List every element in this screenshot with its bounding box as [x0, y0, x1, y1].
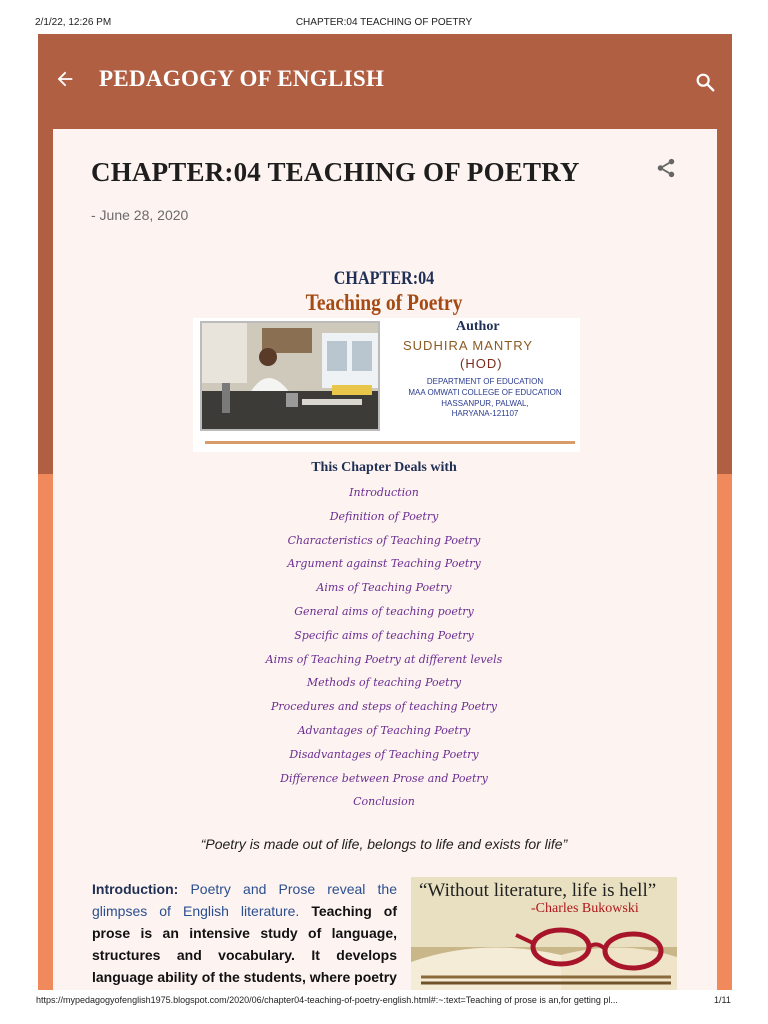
dept-line: HASSANPUR, PALWAL, — [441, 399, 529, 408]
print-url: https://mypedagogyofenglish1975.blogspot.com/2020/06/chapter04-teaching-of-poetry-english.html#:~:text=Teaching of prose is an,for getting pl... — [36, 995, 618, 1005]
chapter-name: Teaching of Poetry — [305, 290, 463, 315]
print-header — [0, 0, 768, 34]
author-photo — [200, 321, 380, 431]
toc-item[interactable]: Specific aims of teaching Poetry — [294, 628, 474, 642]
toc-item[interactable]: Disadvantages of Teaching Poetry — [289, 747, 479, 761]
toc-item[interactable]: Introduction — [349, 486, 419, 499]
dept-line: DEPARTMENT OF EDUCATION — [426, 377, 544, 386]
search-icon[interactable] — [694, 71, 716, 93]
print-datetime: 2/1/22, 12:26 PM — [35, 17, 112, 28]
toc-item[interactable]: General aims of teaching poetry — [294, 604, 474, 618]
toc-item[interactable]: Procedures and steps of teaching Poetry — [271, 700, 497, 714]
arrow-left-icon[interactable] — [54, 68, 76, 90]
toc-list — [0, 484, 768, 817]
intro-text-2: Teaching of prose is an intensive study of language, structures and vocabulary. It develops language ability of the students, where poetry — [92, 903, 397, 985]
print-page-number: 1/11 — [714, 995, 731, 1005]
author-name: SUDHIRA MANTRY — [403, 338, 534, 353]
intro-label: Introduction: — [92, 881, 179, 897]
toc-item[interactable]: Aims of Teaching Poetry at different levels — [265, 652, 503, 666]
literature-quote-image — [411, 877, 677, 990]
toc-item[interactable]: Advantages of Teaching Poetry — [297, 723, 471, 737]
author-photo-illustration — [202, 323, 378, 429]
author-label: Author — [456, 319, 500, 334]
literature-quote: “Without literature, life is hell” — [419, 880, 657, 901]
dept-line: MAA OMWATI COLLEGE OF EDUCATION — [408, 388, 562, 397]
toc-item[interactable]: Characteristics of Teaching Poetry — [287, 533, 481, 547]
intro-text-1: Poetry and Prose reveal the glimpses of English literature. — [92, 881, 397, 919]
toc-item[interactable]: Methods of teaching Poetry — [306, 676, 462, 690]
toc-item[interactable]: Conclusion — [353, 795, 415, 809]
toc-item[interactable]: Argument against Teaching Poetry — [287, 557, 481, 571]
toc-item[interactable]: Difference between Prose and Poetry — [280, 771, 488, 785]
author-role: (HOD) — [460, 356, 503, 371]
toc-item[interactable]: Definition of Poetry — [329, 509, 439, 523]
print-footer — [0, 990, 768, 1024]
dept-line: HARYANA-121107 — [451, 409, 519, 418]
intro-paragraph — [92, 878, 397, 988]
share-icon[interactable] — [655, 157, 677, 179]
toc-heading: This Chapter Deals with — [311, 460, 457, 475]
print-page-title: CHAPTER:04 TEACHING OF POETRY — [295, 17, 473, 28]
chapter-label: CHAPTER:04 — [333, 268, 435, 289]
poetry-quote: “Poetry is made out of life, belongs to life and exists for life” — [200, 836, 568, 852]
post-date: - June 28, 2020 — [91, 207, 189, 223]
post-title: CHAPTER:04 TEACHING OF POETRY — [91, 157, 580, 187]
literature-quote-author: -Charles Bukowski — [531, 901, 639, 916]
blog-title[interactable]: PEDAGOGY OF ENGLISH — [99, 66, 385, 91]
toc-item[interactable]: Aims of Teaching Poetry — [316, 581, 452, 595]
banner-divider — [205, 441, 575, 444]
